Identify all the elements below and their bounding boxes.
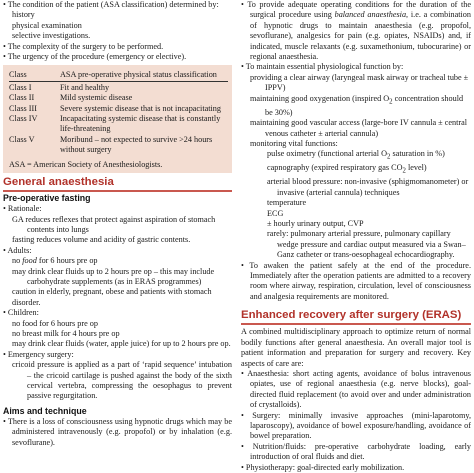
asa-classification-box bbox=[3, 65, 232, 173]
determinants-list bbox=[3, 0, 232, 62]
table-row bbox=[9, 104, 228, 114]
list-item: may drink clear fluids up to 2 hours pre op – this may include carbohydrate supplements (as in ERAS programmes) bbox=[12, 266, 215, 286]
list-item: GA reduces reflexes that protect against aspiration of stomach contents into lungs bbox=[12, 214, 216, 234]
table-cell: Class V bbox=[9, 134, 35, 144]
list-item: capnography (expired respiratory gas $CO_2$ level) bbox=[267, 163, 427, 176]
table-cell: Severe systemic disease that is not incapacitating bbox=[60, 103, 221, 113]
list-item: • Children: bbox=[3, 308, 39, 318]
list-item: maintaining good vascular access (large-bore IV cannula ± central venous catheter ± arterial cannula) bbox=[250, 118, 467, 138]
list-item: maintaining good oxygenation (inspired $O_2$ concentration should be 30%) bbox=[250, 93, 464, 117]
list-item: physical examination bbox=[12, 20, 82, 30]
list-item: ± hourly urinary output, CVP bbox=[267, 219, 364, 229]
list-item: • Physiotherapy: goal-directed early mobilization. bbox=[241, 462, 405, 472]
list-item: • The complexity of the surgery to be performed. bbox=[3, 41, 164, 51]
asa-table bbox=[9, 70, 228, 155]
list-item: • Surgery: minimally invasive approaches (mini-laparotomy, laparoscopy), avoidance of bowel exposure/handling, avoidance of bowel preparation. bbox=[241, 410, 471, 441]
list-item: cricoid pressure is applied as a part of ‘rapid sequence’ intubation – the cricoid cartilage is pushed against the body of the sixth cervical vertebra, compressing the oesophagus to prevent passive regurgitation. bbox=[12, 360, 232, 401]
table-row bbox=[9, 135, 228, 156]
list-item: • Rationale: bbox=[3, 204, 42, 214]
left-column bbox=[3, 0, 232, 448]
paragraph: A combined multidisciplinary approach to optimize return of normal bodily functions after general anaesthesia. An overall major tool is patient information and preparation for surgery and recovery. Key aspects of care are: bbox=[241, 327, 471, 368]
table-header-cell: Class bbox=[9, 70, 27, 80]
list-item: ECG bbox=[267, 208, 284, 218]
paragraph: • To maintain essential physiological function by: bbox=[241, 62, 404, 72]
table-header-row bbox=[9, 70, 228, 80]
table-row bbox=[9, 93, 228, 103]
table-cell: Fit and healthy bbox=[60, 82, 110, 92]
list-item: no breast milk for 4 hours pre op bbox=[12, 328, 120, 338]
list-item: fasting reduces volume and acidity of gastric contents. bbox=[12, 235, 191, 245]
list-item: selective investigations. bbox=[12, 31, 91, 41]
right-column bbox=[241, 0, 471, 473]
table-cell: Incapacitating systemic disease that is constantly life-threatening bbox=[60, 114, 221, 134]
list-item: providing a clear airway (laryngeal mask airway or tracheal tube ± IPPV) bbox=[250, 72, 469, 93]
list-item: • Nutrition/fluids: pre-operative carbohydrate loading, early introduction of oral fluids and diet. bbox=[241, 441, 471, 462]
list-item: no food for 6 hours pre op bbox=[12, 318, 98, 328]
subheading-pre-operative-fasting: Pre-operative fasting bbox=[3, 193, 91, 204]
table-row bbox=[9, 83, 228, 93]
list-item: • There is a loss of consciousness using hypnotic drugs which may be administered intravenously (e.g. propofol) or by inhalation (e.g. sevoflurane). bbox=[3, 416, 232, 447]
table-cell: Mild systemic disease bbox=[60, 93, 133, 103]
list-item: • Anaesthesia: short acting agents, avoidance of bolus intravenous opiates, use of regional anaesthesia (e.g. nerve blocks), goal-directed fluid replacement (to avoid over and under administration of crystalloids). bbox=[241, 368, 471, 410]
list-item: • Adults: bbox=[3, 245, 32, 255]
list-item: temperature bbox=[267, 198, 307, 208]
paragraph: • To awaken the patient safely at the end of the procedure. Immediately after the operation patients are admitted to a recovery room where airway, respiration, circulation, level of consciousness and analgesia requirements are monitored. bbox=[241, 260, 471, 301]
table-header-cell: ASA pre-operative physical status classification bbox=[60, 70, 217, 80]
list-item: pulse oximetry (functional arterial $O_2$ saturation in %) bbox=[267, 149, 445, 161]
table-divider bbox=[9, 81, 228, 82]
table-cell: Class I bbox=[9, 82, 32, 92]
list-item: monitoring vital functions: bbox=[250, 138, 338, 148]
table-row bbox=[9, 114, 228, 135]
table-cell: Class II bbox=[9, 93, 35, 103]
list-item: no food for 6 hours pre op bbox=[12, 256, 98, 266]
list-item: arterial blood pressure: non-invasive (sphigmomanometer) or invasive (arterial cannula) techniques bbox=[267, 177, 469, 197]
table-cell: Class III bbox=[9, 103, 37, 113]
table-footnote: ASA = American Society of Anesthesiologists. bbox=[9, 159, 163, 169]
table-cell: Class IV bbox=[9, 114, 38, 124]
subheading-aims-and-technique: Aims and technique bbox=[3, 405, 87, 416]
paragraph: • To provide adequate operating conditions for the duration of the surgical procedure using balanced anaesthesia, i.e. a combination of hypnotic drugs to maintain anaesthesia (e.g. propofol, sevoflurane), analgesics for pain (e.g. opiates, NSAIDs) and, if indicated, muscle relaxants (e.g. suxamethonium, tubocurarine) or regional anaesthesia. bbox=[241, 0, 471, 62]
section-heading-eras: Enhanced recovery after surgery (ERAS) bbox=[241, 309, 471, 325]
list-item: may drink clear fluids (water, apple juice) for up to 2 hours pre op. bbox=[12, 339, 231, 349]
list-item: • The urgency of the procedure (emergency or elective). bbox=[3, 52, 187, 62]
table-cell: Moribund – not expected to survive >24 hours without surgery bbox=[60, 134, 213, 155]
list-item: caution in elderly, pregnant, obese and patients with stomach disorder. bbox=[12, 287, 212, 307]
section-heading-general-anaesthesia: General anaesthesia bbox=[3, 176, 232, 192]
list-item: rarely: pulmonary arterial pressure, pulmonary capillary wedge pressure and cardiac output measured via a Swan–Ganz catheter or trans-oesophageal echocardiography. bbox=[267, 229, 466, 260]
list-item: • Emergency surgery: bbox=[3, 349, 74, 359]
list-item: • The condition of the patient (ASA classification) determined by: bbox=[3, 0, 219, 9]
list-item: history bbox=[12, 10, 35, 20]
